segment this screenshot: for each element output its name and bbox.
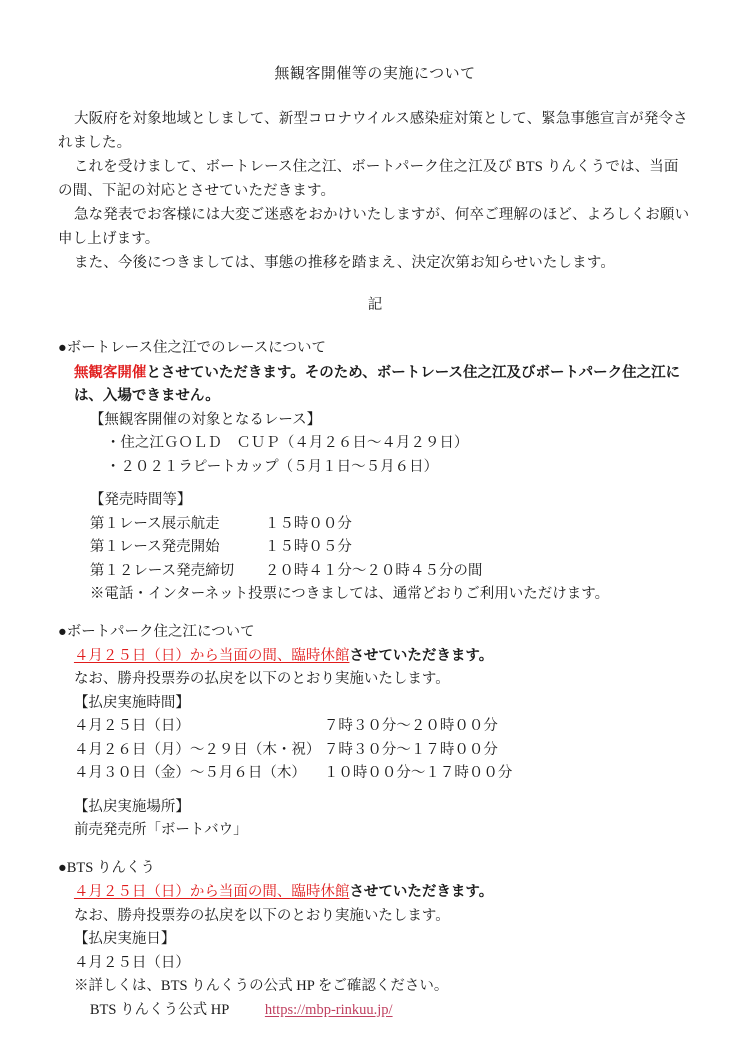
refund-date: ４月２６日（月）～２９日（木・祝） — [73, 741, 321, 758]
schedule-label: 第１レース展示航走 — [89, 515, 220, 532]
hp-url-link[interactable]: https://mbp-rinkuu.jp/ — [264, 1001, 393, 1018]
section-3-refund-day: ４月２５日（日） — [73, 954, 190, 971]
refund-time: ７時３０分～２０時００分 — [323, 718, 498, 735]
schedule-label: 第１レース発売開始 — [89, 539, 220, 556]
section-1-sub-heading-schedule: 【発売時間等】 — [89, 492, 192, 509]
intro-paragraph-3: 急な発表でお客様には大変ご迷惑をおかけいたしますが、何卒ご理解のほど、よろしくお願い申し上げます。 — [58, 207, 690, 247]
center-mark: 記 — [367, 296, 383, 313]
section-3-heading: ●BTS りんくう — [58, 859, 155, 876]
section-1-notice — [58, 362, 692, 409]
section-1-sub-heading-races: 【無観客開催の対象となるレース】 — [89, 411, 322, 428]
page-title: 無観客開催等の実施について — [274, 66, 476, 82]
section-1-note: ※電話・インターネット投票につきましては、通常どおりご利用いただけます。 — [89, 586, 610, 603]
section-boatpark-suminoe — [58, 621, 692, 843]
spacer — [58, 479, 692, 489]
intro-paragraph-2: これを受けまして、ボートレース住之江、ボートパーク住之江及び BTS りんくうでは、当面の間、下記の対応とさせていただきます。 — [58, 159, 679, 199]
section-2-closure-rest: させていただきます。 — [349, 647, 494, 664]
schedule-value: １５時０５分 — [264, 539, 352, 556]
intro-paragraph-4: また、今後につきましては、事態の推移を踏まえ、決定次第お知らせいたします。 — [73, 255, 615, 272]
refund-time-row — [58, 715, 692, 738]
section-2-sub-heading-place: 【払戻実施場所】 — [73, 798, 190, 815]
schedule-value: １５時００分 — [264, 515, 352, 532]
section-3-closure — [58, 881, 692, 904]
refund-time: １０時００分～１７時００分 — [323, 765, 513, 782]
section-2-closure-highlight: ４月２５日（日）から当面の間、臨時休館 — [73, 647, 350, 664]
refund-time-row — [58, 739, 692, 762]
section-3-sub-heading-day: 【払戻実施日】 — [73, 931, 176, 948]
schedule-row — [58, 536, 692, 559]
section-2-closure — [58, 645, 692, 668]
schedule-value: ２０時４１分～２０時４５分の間 — [264, 562, 483, 579]
section-boatrace-suminoe — [58, 337, 692, 606]
section-1-heading: ●ボートレース住之江でのレースについて — [58, 340, 327, 357]
refund-time: ７時３０分～１７時００分 — [323, 741, 498, 758]
section-3-note: ※詳しくは、BTS りんくうの公式 HP をご確認ください。 — [73, 978, 449, 995]
intro-paragraph-1: 大阪府を対象地域としまして、新型コロナウイルス感染症対策として、緊急事態宣言が発令されました。 — [58, 111, 688, 151]
refund-date: ４月２５日（日） — [73, 718, 190, 735]
section-3-closure-rest: させていただきます。 — [349, 884, 494, 901]
section-3-closure-highlight: ４月２５日（日）から当面の間、臨時休館 — [73, 884, 350, 901]
race-list-item: ・住之江ＧＯＬＤ ＣＵＰ（４月２６日～４月２９日） — [105, 435, 469, 452]
section-1-notice-rest: とさせていただきます。そのため、ボートレース住之江及びボートパーク住之江には、入場できません。 — [73, 364, 681, 405]
race-list-item: ・２０２１ラピートカップ（５月１日～５月６日） — [105, 458, 439, 475]
hp-row — [58, 999, 692, 1022]
refund-date: ４月３０日（金）～５月６日（木） — [73, 765, 306, 782]
schedule-label: 第１２レース発売締切 — [89, 562, 235, 579]
spacer — [58, 786, 692, 796]
section-2-refund-intro: なお、勝舟投票券の払戻を以下のとおり実施いたします。 — [73, 671, 450, 688]
section-bts-rinkuu — [58, 857, 692, 1022]
section-2-sub-heading-time: 【払戻実施時間】 — [73, 694, 190, 711]
schedule-row — [58, 513, 692, 536]
section-1-notice-highlight: 無観客開催 — [73, 364, 147, 381]
hp-label: BTS りんくう公式 HP — [89, 1001, 230, 1018]
refund-time-row — [58, 762, 692, 785]
section-3-refund-intro: なお、勝舟投票券の払戻を以下のとおり実施いたします。 — [73, 907, 450, 924]
section-2-place: 前売発売所「ボートバウ」 — [73, 822, 248, 839]
schedule-row — [58, 560, 692, 583]
section-2-heading: ●ボートパーク住之江について — [58, 623, 255, 640]
